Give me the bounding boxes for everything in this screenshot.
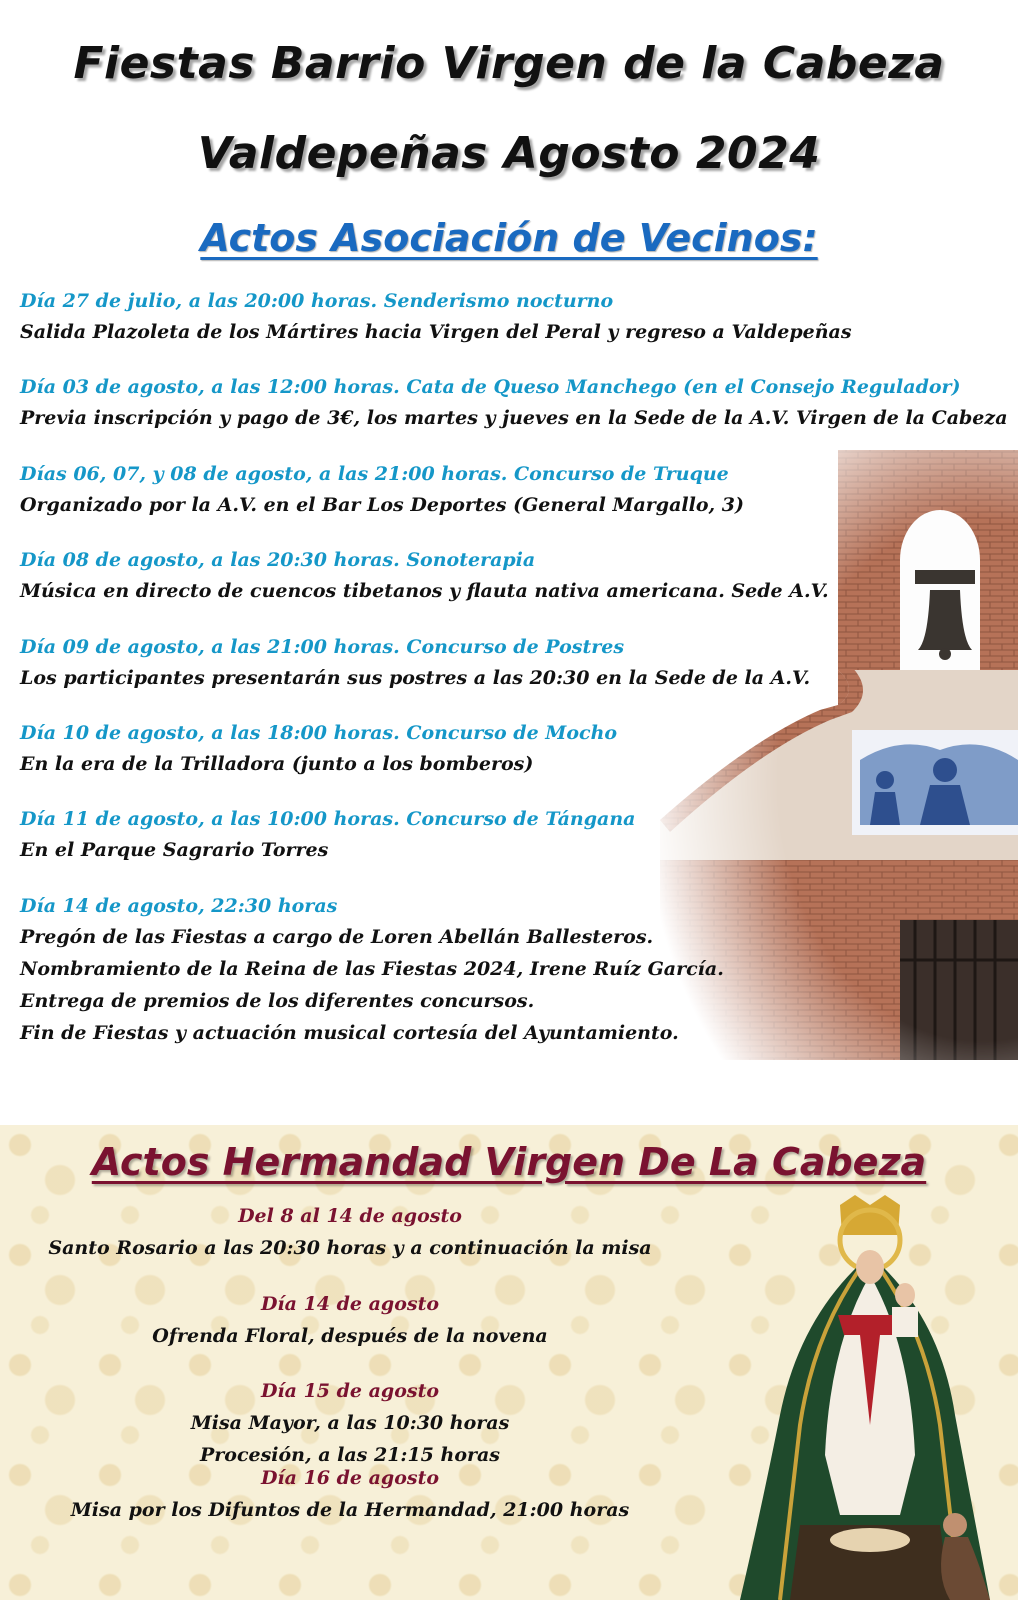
event-description: En el Parque Sagrario Torres (20, 839, 329, 861)
event-date-title: Día 09 de agosto, a las 21:00 horas. Concurso de Postres (20, 636, 625, 658)
event-date-title: Día 08 de agosto, a las 20:30 horas. Sonoterapia (20, 549, 536, 571)
event-description: Organizado por la A.V. en el Bar Los Deportes (General Margallo, 3) (20, 494, 744, 516)
asociacion-event (20, 372, 1008, 434)
asociacion-heading: Actos Asociación de Vecinos: (200, 216, 818, 260)
asociacion-event (20, 459, 744, 521)
hermandad-event (0, 1375, 700, 1471)
hermandad-event (0, 1288, 700, 1352)
asociacion-event (20, 891, 724, 1049)
event-description: Misa Mayor, a las 10:30 horas (190, 1412, 510, 1434)
title-line-1: Fiestas Barrio Virgen de la Cabeza (73, 38, 945, 89)
event-description: En la era de la Trilladora (junto a los bomberos) (20, 753, 534, 775)
event-description: Salida Plazoleta de los Mártires hacia Virgen del Peral y regreso a Valdepeñas (20, 321, 852, 343)
event-description: Procesión, a las 21:15 horas (199, 1444, 501, 1466)
asociacion-event (20, 804, 635, 866)
event-date-title: Día 14 de agosto, 22:30 horas (20, 895, 338, 917)
event-date-title: Días 06, 07, y 08 de agosto, a las 21:00 horas. Concurso de Truque (20, 463, 729, 485)
virgin-statue-image (720, 1195, 1018, 1600)
event-description: Misa por los Difuntos de la Hermandad, 21:00 horas (70, 1499, 630, 1521)
event-date: Día 15 de agosto (260, 1380, 440, 1402)
event-description: Entrega de premios de los diferentes concursos. (20, 990, 535, 1012)
event-description: Música en directo de cuencos tibetanos y flauta nativa americana. Sede A.V. (20, 580, 829, 602)
event-date-title: Día 27 de julio, a las 20:00 horas. Senderismo nocturno (20, 290, 614, 312)
event-description: Fin de Fiestas y actuación musical cortesía del Ayuntamiento. (20, 1022, 679, 1044)
asociacion-event (20, 286, 852, 348)
event-date: Día 14 de agosto (260, 1293, 440, 1315)
asociacion-event (20, 632, 810, 694)
event-description: Nombramiento de la Reina de las Fiestas 2024, Irene Ruíz García. (20, 958, 724, 980)
hermandad-heading: Actos Hermandad Virgen De La Cabeza (91, 1140, 927, 1184)
hermandad-event (0, 1200, 700, 1264)
event-date-title: Día 11 de agosto, a las 10:00 horas. Concurso de Tángana (20, 808, 636, 830)
title-line-2: Valdepeñas Agosto 2024 (197, 128, 821, 179)
event-description: Los participantes presentarán sus postres a las 20:30 en la Sede de la A.V. (20, 667, 811, 689)
event-description: Ofrenda Floral, después de la novena (152, 1325, 548, 1347)
hermandad-event (0, 1462, 700, 1526)
event-description: Pregón de las Fiestas a cargo de Loren Abellán Ballesteros. (20, 926, 654, 948)
asociacion-event (20, 718, 617, 780)
event-date: Del 8 al 14 de agosto (238, 1205, 462, 1227)
event-description: Previa inscripción y pago de 3€, los martes y jueves en la Sede de la A.V. Virgen de la Cabeza (20, 407, 1008, 429)
event-description: Santo Rosario a las 20:30 horas y a continuación la misa (48, 1237, 652, 1259)
asociacion-event (20, 545, 829, 607)
event-date-title: Día 10 de agosto, a las 18:00 horas. Concurso de Mocho (20, 722, 618, 744)
event-date-title: Día 03 de agosto, a las 12:00 horas. Cata de Queso Manchego (en el Consejo Regulador) (20, 376, 961, 398)
event-date: Día 16 de agosto (260, 1467, 440, 1489)
